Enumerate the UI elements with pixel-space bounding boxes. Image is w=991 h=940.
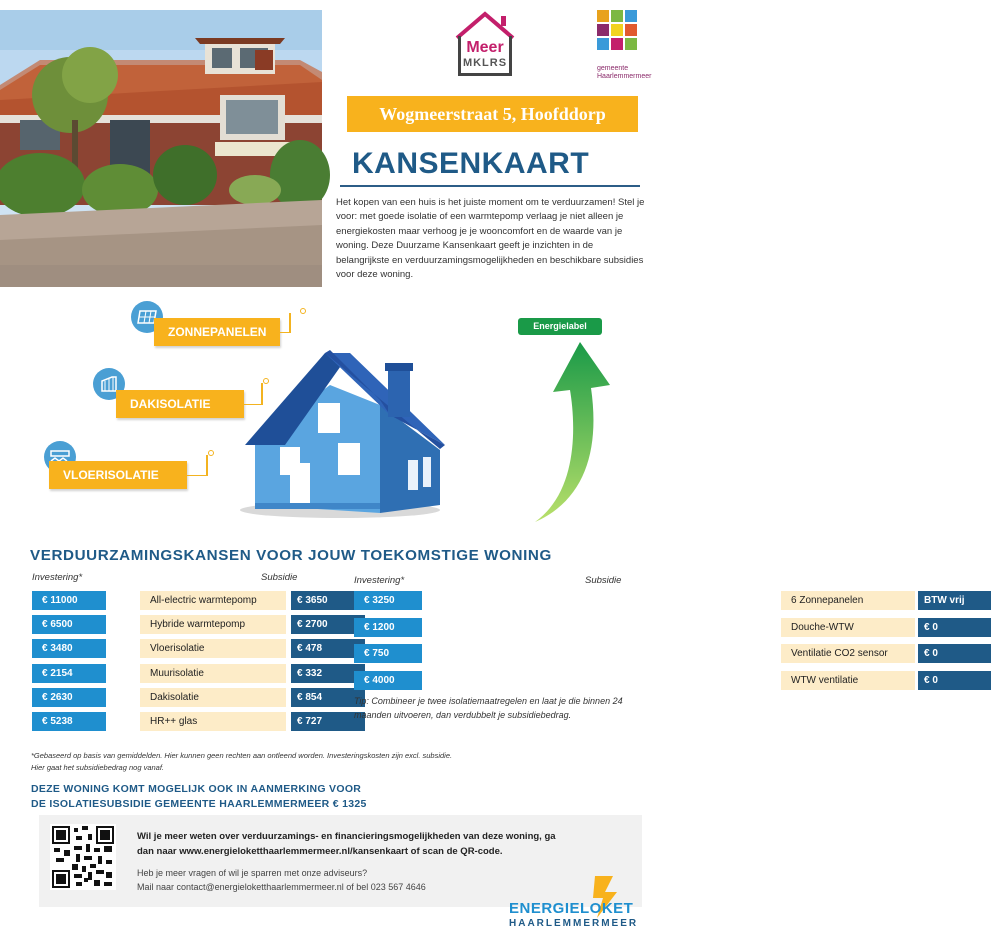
table-row	[354, 644, 991, 663]
measure-cell: Muurisolatie	[140, 664, 286, 683]
energieloket-line1: ENERGIELOKET	[509, 900, 634, 917]
subsidy-cell: € 0	[918, 644, 991, 663]
energielabel-badge: Energielabel	[518, 318, 602, 335]
label-vloerisolatie: VLOERISOLATIE	[49, 461, 187, 489]
label-zonnepanelen: ZONNEPANELEN	[154, 318, 280, 346]
investment-cell: € 5238	[32, 712, 106, 731]
right-head-subsidy: Subsidie	[585, 575, 622, 586]
investment-cell: € 11000	[32, 591, 106, 610]
measure-cell: Douche-WTW	[781, 618, 915, 637]
leader-dot	[300, 308, 306, 314]
meer-logo-line2: MKLRS	[462, 57, 508, 69]
address-banner: Wogmeerstraat 5, Hoofddorp	[347, 96, 638, 132]
info-plain-line[interactable]: Mail naar contact@energieloketthaarlemmermeer.nl of bel 023 567 4646	[137, 882, 426, 892]
measure-cell: Hybride warmtepomp	[140, 615, 286, 634]
page-title: KANSENKAART	[352, 147, 590, 180]
qr-code-icon[interactable]	[50, 824, 116, 890]
intro-text: Het kopen van een huis is het juiste moment om te verduurzamen! Stel je voor: met goede isolatie of een warmtepomp verlaag je niet alleen je energiekosten maar verhoog je je wooncomfort en de waarde van je woning. Deze Duurzame Kansenkaart geeft je inzichten in de belangrijkste en verduurzamingsmogelijkheden en beschikbare subsidies voor deze woning.	[336, 197, 645, 281]
subsidy-cell: € 332	[291, 664, 365, 683]
house-illustration	[230, 345, 450, 520]
table-row	[32, 615, 365, 634]
meer-mklrs-logo	[449, 10, 521, 80]
energieloket-line2: HAARLEMMERMEER	[509, 918, 639, 929]
subsidy-note-line: DEZE WONING KOMT MOGELIJK OOK IN AANMERKING VOOR	[31, 783, 362, 795]
measure-cell: HR++ glas	[140, 712, 286, 731]
investment-cell: € 3250	[354, 591, 422, 610]
investment-cell: € 6500	[32, 615, 106, 634]
label-dakisolatie: DAKISOLATIE	[116, 390, 244, 418]
measure-cell: WTW ventilatie	[781, 671, 915, 690]
leader-dot	[208, 450, 214, 456]
investment-cell: € 1200	[354, 618, 422, 637]
gemeente-haarlemmermeer-logo	[597, 10, 653, 90]
energieloket-logo	[509, 880, 649, 935]
left-head-investment: Investering*	[32, 572, 83, 583]
subsidy-note-line: DE ISOLATIESUBSIDIE GEMEENTE HAARLEMMERMEER € 1325	[31, 798, 367, 810]
measure-cell: Ventilatie CO2 sensor	[781, 644, 915, 663]
right-head-investment: Investering*	[354, 575, 405, 586]
investment-cell: € 2154	[32, 664, 106, 683]
table-row	[32, 664, 365, 683]
subsidy-cell: € 854	[291, 688, 365, 707]
subsidy-cell: € 727	[291, 712, 365, 731]
title-divider	[340, 185, 640, 187]
left-head-subsidy: Subsidie	[261, 572, 298, 583]
info-plain-line: Heb je meer vragen of wil je sparren met onze adviseurs?	[137, 868, 368, 878]
footnote-line: Hier gaat het subsidiebedrag nog vanaf.	[31, 763, 165, 772]
gemeente-label: gemeente Haarlemmermeer	[597, 65, 652, 80]
subsidy-cell: € 3650	[291, 591, 365, 610]
footnote-line: *Gebaseerd op basis van gemiddelden. Hier kunnen geen rechten aan ontleend worden. Investeringskosten zijn excl. subsidie.	[31, 751, 453, 760]
investment-cell: € 2630	[32, 688, 106, 707]
subsidy-cell: € 2700	[291, 615, 365, 634]
table-row	[354, 618, 991, 637]
table-row	[32, 591, 365, 610]
tip-text: Tip: Combineer je twee isolatiemaatregelen en laat je die binnen 24 maanden uitvoeren, dan verdubbelt je subsidiebedrag.	[354, 696, 623, 720]
leader-line	[289, 313, 291, 333]
info-contact-text	[137, 866, 537, 894]
section-title: VERDUURZAMINGSKANSEN VOOR JOUW TOEKOMSTIGE WONING	[30, 547, 552, 564]
meer-logo-line1: Meer	[466, 39, 504, 56]
table-row	[32, 688, 365, 707]
subsidy-note	[31, 782, 367, 812]
subsidy-cell: BTW vrij	[918, 591, 991, 610]
info-bold-text	[137, 829, 627, 859]
subsidy-cell: € 0	[918, 618, 991, 637]
leader-line	[206, 455, 208, 476]
info-bold-line[interactable]: dan naar www.energieloketthaarlemmermeer.nl/kansenkaart of scan de QR-code.	[137, 846, 503, 857]
table-row	[354, 591, 991, 610]
table-row	[32, 639, 365, 658]
leader-line	[187, 475, 207, 476]
measure-cell: All-electric warmtepomp	[140, 591, 286, 610]
table-row	[354, 671, 991, 690]
energielabel-arrow	[525, 340, 615, 525]
measure-cell: Vloerisolatie	[140, 639, 286, 658]
investment-cell: € 3480	[32, 639, 106, 658]
table-row	[32, 712, 365, 731]
info-bold-line: Wil je meer weten over verduurzamings- en financieringsmogelijkheden van deze woning, ga	[137, 831, 556, 842]
subsidy-cell: € 0	[918, 671, 991, 690]
measure-cell: 6 Zonnepanelen	[781, 591, 915, 610]
investment-cell: € 4000	[354, 671, 422, 690]
measure-cell: Dakisolatie	[140, 688, 286, 707]
house-photo	[0, 10, 322, 287]
investment-cell: € 750	[354, 644, 422, 663]
subsidy-cell: € 478	[291, 639, 365, 658]
footnote	[31, 750, 631, 774]
